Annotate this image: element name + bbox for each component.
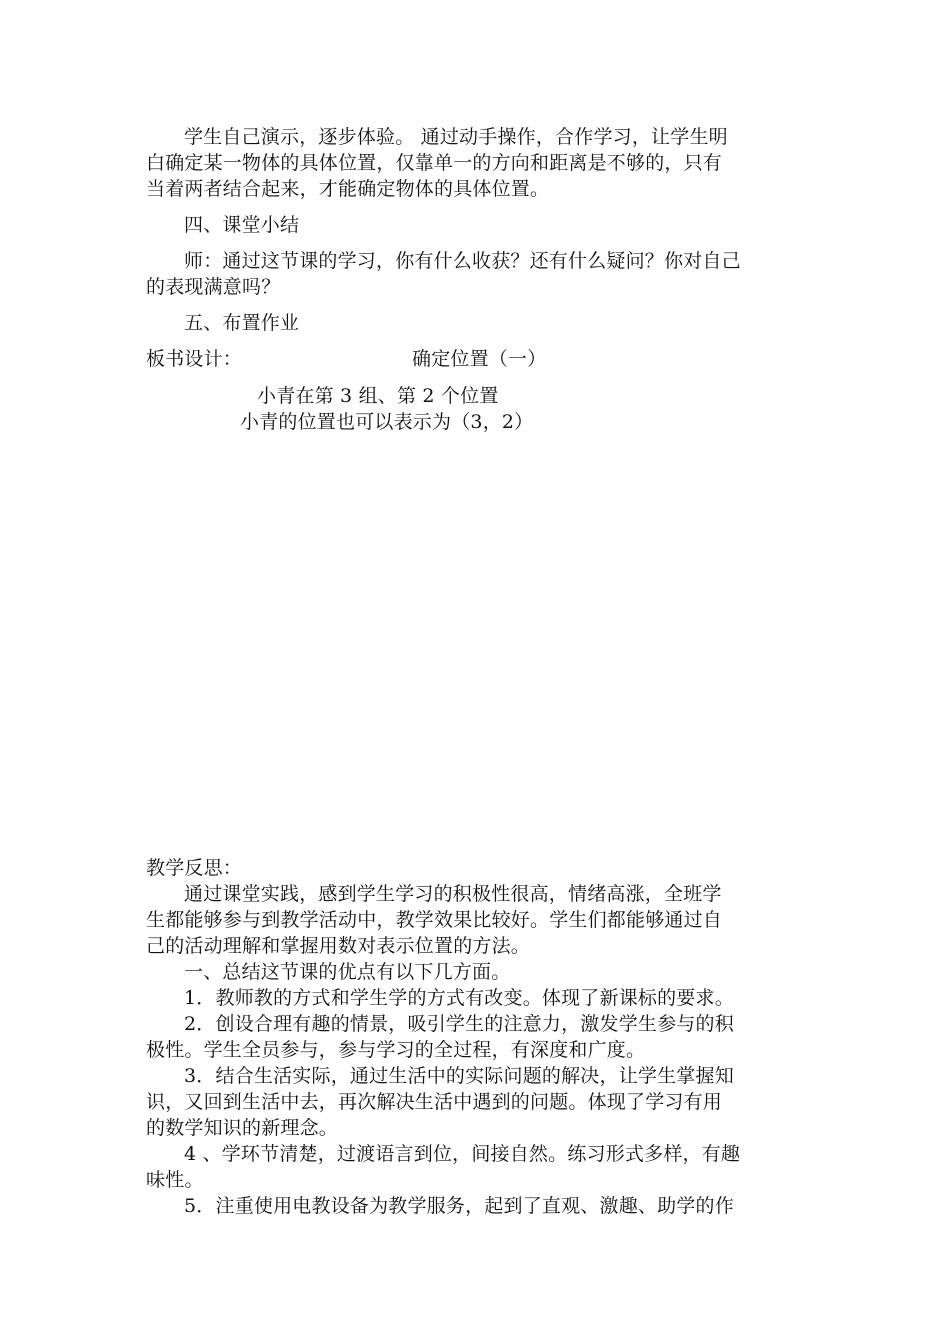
reflection-line-3: 己的活动理解和掌握用数对表示位置的方法。 <box>146 935 531 957</box>
reflection-point-3-line-2: 识，又回到生活中去，再次解决生活中遇到的问题。体现了学习有用 <box>146 1091 723 1113</box>
summary-heading: 四、课堂小结 <box>184 214 300 236</box>
reflection-point-4-line-1: 4 、学环节清楚，过渡语言到位，间接自然。练习形式多样，有趣 <box>184 1143 741 1165</box>
demo-line-2: 白确定某一物体的具体位置，仅靠单一的方向和距离是不够的，只有 <box>146 152 723 174</box>
summary-line-1: 师：通过这节课的学习，你有什么收获？还有什么疑问？你对自己 <box>184 250 741 272</box>
reflection-point-1: 1．教师教的方式和学生学的方式有改变。体现了新课标的要求。 <box>184 987 734 1009</box>
reflection-heading: 教学反思： <box>146 857 243 879</box>
summary-line-2: 的表现满意吗？ <box>146 276 281 298</box>
board-line-2: 小青的位置也可以表示为（3，2） <box>240 411 534 433</box>
demo-line-3: 当着两者结合起来，才能确定物体的具体位置。 <box>146 178 550 200</box>
reflection-point-heading: 一、总结这节课的优点有以下几方面。 <box>184 961 511 983</box>
board-title: 确定位置（一） <box>412 348 547 370</box>
reflection-point-3-line-1: 3．结合生活实际，通过生活中的实际问题的解决，让学生掌握知 <box>184 1065 734 1087</box>
reflection-line-2: 生都能够参与到教学活动中，教学效果比较好。学生们都能够通过自 <box>146 909 723 931</box>
board-line-1: 小青在第 3 组、第 2 个位置 <box>257 385 499 407</box>
reflection-point-2-line-1: 2．创设合理有趣的情景，吸引学生的注意力，激发学生参与的积 <box>184 1013 734 1035</box>
reflection-point-5-line-1: 5．注重使用电教设备为教学服务，起到了直观、激趣、助学的作 <box>184 1195 734 1217</box>
reflection-line-1: 通过课堂实践，感到学生学习的积极性很高，情绪高涨，全班学 <box>184 883 722 905</box>
reflection-point-3-line-3: 的数学知识的新理念。 <box>146 1117 339 1139</box>
reflection-point-4-line-2: 味性。 <box>146 1169 204 1191</box>
board-label: 板书设计： <box>146 348 243 370</box>
reflection-point-2-line-2: 极性。学生全员参与，参与学习的全过程，有深度和广度。 <box>146 1039 646 1061</box>
homework-heading: 五、布置作业 <box>184 312 300 334</box>
demo-line-1: 学生自己演示，逐步体验。 通过动手操作，合作学习，让学生明 <box>184 126 728 148</box>
